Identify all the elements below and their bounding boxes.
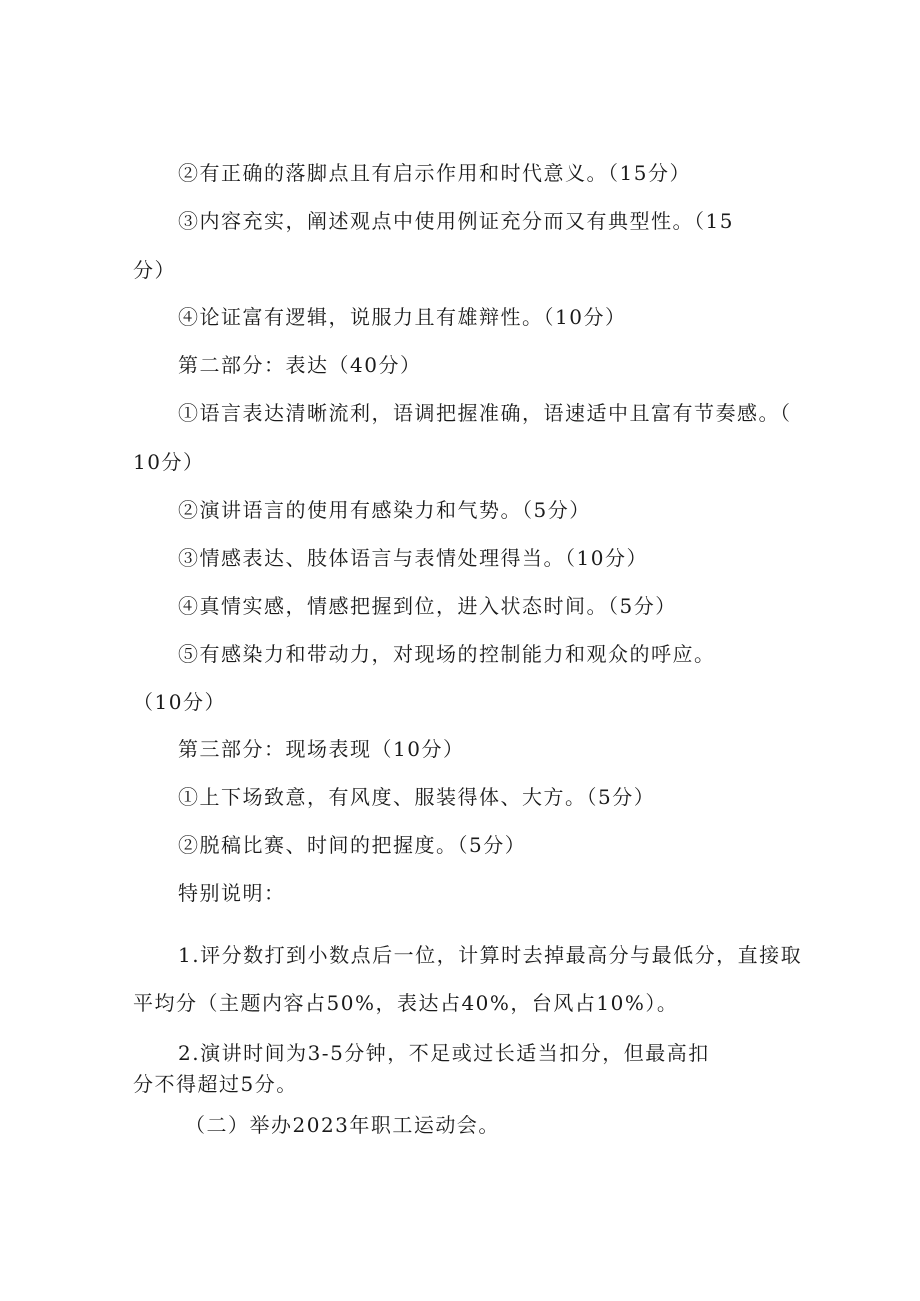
text-line: ③内容充实，阐述观点中使用例证充分而又有典型性。（15 <box>178 209 734 233</box>
text-line: ②脱稿比赛、时间的把握度。（5分） <box>178 833 527 857</box>
section-heading: 第三部分：现场表现（10分） <box>178 737 465 761</box>
text-line: ⑤有感染力和带动力，对现场的控制能力和观众的呼应。 <box>178 642 716 666</box>
text-line: （10分） <box>133 690 226 714</box>
section-heading: （二）举办2023年职工运动会。 <box>185 1113 500 1137</box>
text-line: 2.演讲时间为3-5分钟，不足或过长适当扣分，但最高扣 <box>178 1041 710 1065</box>
text-line: ①上下场致意，有风度、服装得体、大方。（5分） <box>178 785 656 809</box>
text-line: 分不得超过5分。 <box>133 1072 298 1096</box>
text-line: 平均分（主题内容占50%，表达占40%，台风占10%）。 <box>133 991 679 1015</box>
text-line: ③情感表达、肢体语言与表情处理得当。（10分） <box>178 546 648 570</box>
text-line: ②演讲语言的使用有感染力和气势。（5分） <box>178 498 591 522</box>
text-line: 1.评分数打到小数点后一位，计算时去掉最高分与最低分，直接取 <box>178 943 803 967</box>
text-line: 10分） <box>133 450 205 474</box>
text-line: 分） <box>133 258 176 282</box>
section-heading: 特别说明： <box>178 881 286 905</box>
text-line: ①语言表达清晰流利，语调把握准确，语速适中且富有节奏感。（ <box>178 401 792 425</box>
text-line: ④真情实感，情感把握到位，进入状态时间。（5分） <box>178 594 677 618</box>
section-heading: 第二部分：表达（40分） <box>178 353 422 377</box>
text-line: ②有正确的落脚点且有启示作用和时代意义。（15分） <box>178 161 691 185</box>
text-line: ④论证富有逻辑，说服力且有雄辩性。（10分） <box>178 305 627 329</box>
